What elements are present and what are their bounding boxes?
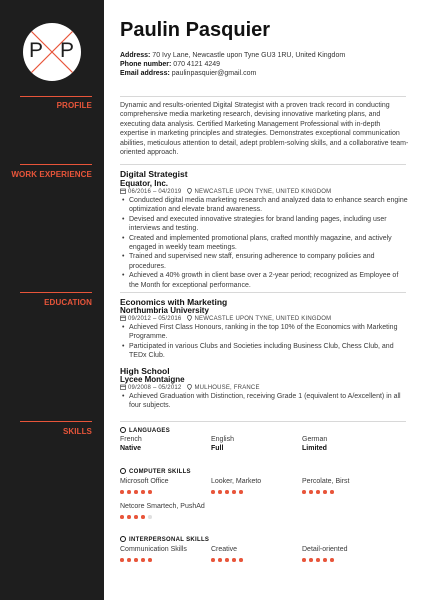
profile-section-title: PROFILE [56,101,92,110]
rating-dot-filled [225,490,229,494]
interpersonal-skills-heading-label: INTERPERSONAL SKILLS [129,537,210,543]
phone-value: 070 4121 4249 [173,61,221,68]
rating-dot-filled [232,558,236,562]
rating-dot-filled [316,558,320,562]
degree-dates: 09/2012 – 05/2016 [128,316,182,322]
degree-title: High School [120,366,170,376]
email-line [120,69,256,78]
skill-name: Microsoft Office [120,478,169,485]
rating-dot-empty [148,515,152,519]
interpersonal-skills-heading [120,536,209,543]
school-name: Lycee Montaigne [120,375,185,384]
circle-icon [120,427,126,433]
rating-dot-filled [323,490,327,494]
work-rule-right [120,164,406,165]
skills-rule-left [20,421,92,422]
degree-bullets [120,392,408,411]
rating-dot-filled [127,490,131,494]
address-value: 70 Ivy Lane, Newcastle upon Tyne GU3 1RU, United Kingdom [152,52,346,59]
school-name: Northumbria University [120,306,209,315]
languages-heading [120,427,170,434]
rating-dot-filled [232,490,236,494]
degree-dates: 09/2008 – 05/2012 [128,385,182,391]
rating-dot-filled [309,490,313,494]
candidate-name: Paulin Pasquier [120,19,271,41]
rating-dot-filled [218,558,222,562]
rating-dot-filled [120,490,124,494]
language-name: German [302,436,328,443]
rating-dot-filled [134,490,138,494]
skill-name: Creative [211,546,238,553]
degree-bullets [120,323,408,361]
degree-meta [120,384,260,391]
education-rule-right [120,292,406,293]
phone-line [120,60,220,69]
rating-dot-filled [120,558,124,562]
degree-location: NEWCASTLE UPON TYNE, UNITED KINGDOM [194,316,332,322]
list-item: • Conducted digital media marketing research and analyzed data to enhance search engine optimization and elevate brand awareness. [120,196,408,215]
logo-letter-left: P [29,39,44,62]
skill-name: Communication Skills [120,546,187,553]
calendar-icon [120,315,126,321]
skill-name: Detail-oriented [302,546,348,553]
circle-icon [120,536,126,542]
language-level: Native [120,445,142,452]
rating-dot-filled [218,490,222,494]
rating-dot-filled [302,490,306,494]
logo-letter-right: P [60,39,75,62]
email-label: Email address: [120,70,170,77]
email-value: paulinpasquier@gmail.com [171,70,257,77]
list-item: • Achieved a 40% growth in client base over a 2-year period; recognized as Employee of the Month for exceptional performance. [120,271,408,290]
degree-meta [120,315,331,322]
job-company: Equator, Inc. [120,179,169,188]
phone-label: Phone number: [120,61,172,68]
list-item: • Achieved First Class Honours, ranking in the top 10% of the Economics with Marketing Programme. [120,323,408,342]
language-level: Limited [302,445,327,452]
rating-dot-filled [330,490,334,494]
languages-heading-label: LANGUAGES [129,428,171,434]
list-item: • Devised and executed innovative strategies for brand landing pages, including user interviews and testing. [120,215,408,234]
rating-dot-filled [148,558,152,562]
rating-dot-filled [141,490,145,494]
skill-name: Percolate, Birst [302,478,350,485]
job-bullets [120,196,408,290]
profile-summary: Dynamic and results-oriented Digital Strategist with a proven track record in conducting comprehensive media marketing research, devising innovative marketing plans, and executing data analysis. Certified Marketing Management Professional with in-depth expertise in marketing principles and strategies. Demonstrates exceptional communication abilities, meticulous attention to detail, adept problem-solving skills, and a collaborative team-oriented approach. [120,102,409,157]
rating-dot-filled [120,515,124,519]
location-pin-icon [187,188,192,194]
calendar-icon [120,188,126,194]
rating-dot-filled [148,490,152,494]
skill-name: Netcore Smartech, PushAd [120,503,205,510]
skills-section-title: SKILLS [62,427,92,436]
circle-icon [120,468,126,474]
rating-dot-filled [239,490,243,494]
rating-dot-filled [225,558,229,562]
rating-dot-filled [239,558,243,562]
rating-dot-filled [211,490,215,494]
work-section-title: WORK EXPERIENCE [11,170,92,179]
rating-dot-filled [141,515,145,519]
list-item: • Created and implemented promotional plans, crafted monthly magazine, and actively engaged in weekly team meetings. [120,234,408,253]
skills-rule-right [120,421,406,422]
rating-dot-filled [127,558,131,562]
language-name: French [120,436,142,443]
location-pin-icon [187,315,192,321]
profile-rule-left [20,96,92,97]
rating-dot-filled [309,558,313,562]
education-section-title: EDUCATION [44,298,92,307]
profile-rule-right [120,96,406,97]
rating-dot-filled [141,558,145,562]
language-name: English [211,436,234,443]
work-rule-left [20,164,92,165]
language-level: Full [211,445,224,452]
job-title: Digital Strategist [120,169,188,179]
job-meta [120,188,331,195]
computer-skills-heading [120,468,191,475]
rating-dot-filled [323,558,327,562]
list-item: • Participated in various Clubs and Societies including Business Club, Chess Club, and TEDx Club. [120,342,408,361]
rating-dot-filled [134,515,138,519]
list-item: • Achieved Graduation with Distinction, receiving Grade 1 (equivalent to A/excellent) in all four subjects. [120,392,408,411]
address-line [120,51,345,60]
education-rule-left [20,292,92,293]
list-item: • Trained and supervised new staff, ensuring adherence to company policies and procedures. [120,252,408,271]
rating-dot-filled [211,558,215,562]
rating-dot-filled [316,490,320,494]
job-dates: 06/2016 – 04/2019 [128,189,182,195]
rating-dot-filled [127,515,131,519]
rating-dot-filled [134,558,138,562]
job-location: NEWCASTLE UPON TYNE, UNITED KINGDOM [194,189,332,195]
rating-dot-filled [302,558,306,562]
degree-title: Economics with Marketing [120,297,228,307]
rating-dot-filled [330,558,334,562]
monogram-logo [23,23,81,81]
computer-skills-heading-label: COMPUTER SKILLS [129,469,191,475]
calendar-icon [120,384,126,390]
degree-location: MULHOUSE, FRANCE [194,385,260,391]
location-pin-icon [187,384,192,390]
skill-name: Looker, Marketo [211,478,262,485]
address-label: Address: [120,52,151,59]
